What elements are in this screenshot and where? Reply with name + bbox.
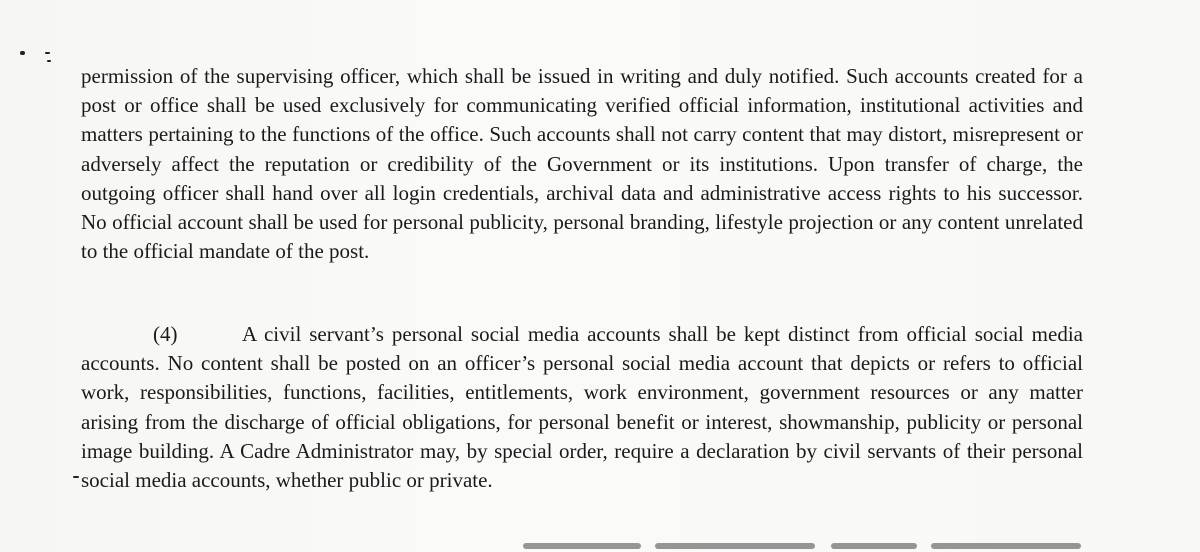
cropped-ink <box>831 543 917 549</box>
cropped-ink <box>655 543 815 549</box>
cropped-next-line <box>523 543 1083 552</box>
clause-text: A civil servant’s personal social media accounts shall be kept distinct from official social media accounts. No content shall be posted on an officer’s personal social media account that depicts or refers to official work, responsibilities, functions, facilities, entitlements, work environment, government resources or any matter arising from the discharge of official obligations, for personal benefit or interest, showmanship, publicity or personal image building. A Cadre Administrator may, by special order, require a declaration by civil servants of their personal social media accounts, whether public or private. <box>81 322 1083 493</box>
paragraph-continuation: permission of the supervising officer, which shall be issued in writing and duly notified. Such accounts created for a post or office shall be used exclusively for communicating verified official information, institutional activities and matters pertaining to the functions of the office. Such accounts shall not carry content that may distort, misrepresent or adversely affect the reputation or credibility of the Government or its institutions. Upon transfer of charge, the outgoing officer shall hand over all login credentials, archival data and administrative access rights to his successor. No official account shall be used for personal publicity, personal branding, lifestyle projection or any content unrelated to the official mandate of the post. <box>81 64 1083 264</box>
scan-mark-dash <box>45 52 50 54</box>
clause-number: (4) <box>153 322 178 346</box>
scan-mark-dash <box>47 60 51 62</box>
cropped-ink <box>931 543 1081 549</box>
cropped-ink <box>523 543 641 549</box>
clause-4-paragraph <box>81 320 1083 495</box>
scan-mark-dot <box>20 51 25 55</box>
scan-mark-edge <box>73 476 79 478</box>
